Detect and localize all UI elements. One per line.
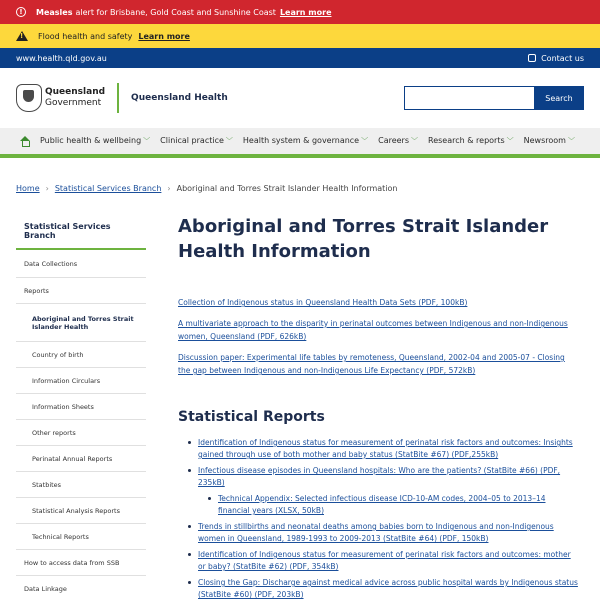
sidebar-item-technical-reports[interactable] bbox=[16, 524, 146, 550]
flood-learn-more-link[interactable]: Learn more bbox=[138, 31, 190, 41]
report-link[interactable]: Identification of Indigenous status for measurement of perinatal risk factors and outcomes: mother or baby? (StatBite #62) (PDF, 354kB) bbox=[198, 550, 571, 571]
search-form bbox=[404, 86, 584, 110]
chevron-down-icon: ﹀ bbox=[567, 137, 575, 145]
sidebar-item-label: Reports bbox=[24, 286, 49, 295]
doc-link[interactable]: Collection of Indigenous status in Queensland Health Data Sets (PDF, 100kB) bbox=[178, 298, 468, 307]
sidebar-item-information-sheets[interactable] bbox=[16, 394, 146, 420]
nav-careers[interactable] bbox=[378, 136, 418, 146]
gov-line-2: Government bbox=[45, 98, 102, 108]
sidebar-item-label: Statistical Analysis Reports bbox=[32, 506, 120, 515]
site-name[interactable]: Queensland Health bbox=[131, 93, 228, 103]
measles-alert-text: alert for Brisbane, Gold Coast and Sunshine Coast bbox=[75, 7, 276, 17]
nav-research-reports[interactable] bbox=[428, 136, 514, 146]
warning-icon bbox=[16, 31, 28, 41]
sidebar-item-aboriginal-health[interactable] bbox=[16, 304, 146, 342]
doc-link[interactable]: A multivariate approach to the disparity in perinatal outcomes between Indigenous and non-Indigenous women, Queensland (PDF, 626kB) bbox=[178, 319, 568, 341]
sidebar-item-label: Country of birth bbox=[32, 350, 84, 359]
reports-list bbox=[178, 437, 578, 600]
nav-label: Public health & wellbeing bbox=[40, 136, 142, 145]
doc-link[interactable]: Discussion paper: Experimental life tables by remoteness, Queensland, 2002-04 and 2005-07 - Closing the gap between Indigenous and non-Indigenous Life Expectancy (PDF, 572kB) bbox=[178, 353, 565, 375]
contact-us-label: Contact us bbox=[541, 53, 584, 63]
list-item bbox=[188, 521, 578, 545]
flood-alert-text: Flood health and safety bbox=[38, 31, 133, 41]
chevron-down-icon: ﹀ bbox=[361, 137, 369, 145]
report-link[interactable]: Trends in stillbirths and neonatal deaths among babies born to Indigenous and non-Indigenous women in Queensland, 1989-1993 to 2009-2013 (StatBite #64) (PDF, 150kB) bbox=[198, 522, 554, 543]
search-input[interactable] bbox=[404, 86, 534, 110]
list-item bbox=[188, 437, 578, 461]
breadcrumb bbox=[16, 184, 398, 193]
chevron-right-icon: › bbox=[167, 184, 171, 193]
nav-label: Research & reports bbox=[428, 136, 505, 145]
sidebar-item-label: Perinatal Annual Reports bbox=[32, 454, 113, 463]
home-icon[interactable] bbox=[20, 136, 30, 146]
alert-icon: ! bbox=[16, 7, 26, 17]
site-url-link[interactable]: www.health.qld.gov.au bbox=[16, 53, 107, 63]
government-logo-text[interactable] bbox=[45, 87, 105, 109]
queensland-crest-icon[interactable] bbox=[16, 84, 42, 112]
sidebar-navigation bbox=[16, 214, 146, 600]
chevron-down-icon: ﹀ bbox=[411, 137, 419, 145]
sidebar-item-statistical-analysis[interactable] bbox=[16, 498, 146, 524]
sidebar-item-reports[interactable] bbox=[16, 278, 146, 304]
main-navigation bbox=[0, 128, 600, 154]
nav-health-system[interactable] bbox=[243, 136, 368, 146]
chevron-down-icon: ﹀ bbox=[143, 137, 151, 145]
breadcrumb-parent[interactable]: Statistical Services Branch bbox=[54, 184, 162, 193]
sidebar-item-information-circulars[interactable] bbox=[16, 368, 146, 394]
chevron-down-icon: ﹀ bbox=[225, 137, 233, 145]
contact-us-link[interactable] bbox=[528, 54, 584, 63]
chevron-right-icon: › bbox=[45, 184, 49, 193]
gov-line-1: Queensland bbox=[45, 87, 106, 97]
flood-alert-banner bbox=[0, 24, 600, 48]
sidebar-item-label: Data Linkage bbox=[24, 584, 67, 593]
nav-label: Health system & governance bbox=[242, 136, 360, 145]
sidebar-item-label: Data Collections bbox=[24, 259, 78, 268]
header-divider bbox=[117, 83, 119, 113]
list-item bbox=[188, 549, 578, 573]
sidebar-item-statbites[interactable] bbox=[16, 472, 146, 498]
nav-label: Newsroom bbox=[523, 136, 566, 145]
nav-label: Clinical practice bbox=[160, 136, 224, 145]
list-item bbox=[188, 577, 578, 600]
page-title: Aboriginal and Torres Strait Islander Health Information bbox=[178, 216, 549, 262]
sidebar-item-other-reports[interactable] bbox=[16, 420, 146, 446]
nav-public-health[interactable] bbox=[40, 136, 150, 146]
report-link[interactable]: Technical Appendix: Selected infectious disease ICD-10-AM codes, 2004–05 to 2013–14 financial years (XLSX, 50kB) bbox=[218, 494, 546, 515]
list-item bbox=[208, 493, 578, 517]
chevron-down-icon: ﹀ bbox=[506, 137, 514, 145]
sidebar-title[interactable]: Statistical Services Branch bbox=[16, 214, 146, 250]
sidebar-item-label: Aboriginal and Torres Strait Islander Health bbox=[32, 314, 134, 331]
measles-learn-more-link[interactable]: Learn more bbox=[279, 7, 332, 17]
report-link[interactable]: Infectious disease episodes in Queensland hospitals: Who are the patients? (StatBite #66) (PDF, 235kB) bbox=[198, 466, 561, 487]
breadcrumb-home[interactable]: Home bbox=[16, 184, 40, 193]
report-link[interactable]: Closing the Gap: Discharge against medical advice across public hospital wards by Indigenous status (StatBite #60) (PDF, 203kB) bbox=[198, 578, 578, 599]
sidebar-item-perinatal-reports[interactable] bbox=[16, 446, 146, 472]
measles-alert-label: Measles bbox=[36, 7, 73, 17]
main-content bbox=[178, 214, 578, 600]
nav-accent-bar bbox=[0, 154, 600, 158]
section-title: Statistical Reports bbox=[178, 409, 325, 425]
phone-icon bbox=[528, 54, 536, 62]
sidebar-item-country-of-birth[interactable] bbox=[16, 342, 146, 368]
sidebar-item-label: Statbites bbox=[32, 480, 62, 489]
nav-newsroom[interactable] bbox=[524, 136, 575, 146]
sidebar-item-label: Information Sheets bbox=[32, 402, 94, 411]
sidebar-item-label: How to access data from SSB bbox=[24, 558, 120, 567]
nav-clinical-practice[interactable] bbox=[160, 136, 233, 146]
sidebar-item-data-linkage[interactable] bbox=[16, 576, 146, 600]
nav-label: Careers bbox=[378, 136, 410, 145]
breadcrumb-current: Aboriginal and Torres Strait Islander Health Information bbox=[176, 184, 398, 193]
sidebar-item-label: Other reports bbox=[32, 428, 76, 437]
top-bar bbox=[0, 48, 600, 68]
sidebar-item-label: Technical Reports bbox=[32, 532, 89, 541]
measles-alert-banner bbox=[0, 0, 600, 24]
sidebar-item-data-collections[interactable] bbox=[16, 250, 146, 278]
sidebar-item-label: Information Circulars bbox=[32, 376, 101, 385]
sidebar-item-access-data[interactable] bbox=[16, 550, 146, 576]
search-button[interactable]: Search bbox=[534, 86, 584, 110]
list-item bbox=[188, 465, 578, 489]
report-link[interactable]: Identification of Indigenous status for measurement of perinatal risk factors and outcomes: Insights gained through use of both mother and baby status (StatBite #67) (PDF,255kB) bbox=[198, 438, 573, 459]
